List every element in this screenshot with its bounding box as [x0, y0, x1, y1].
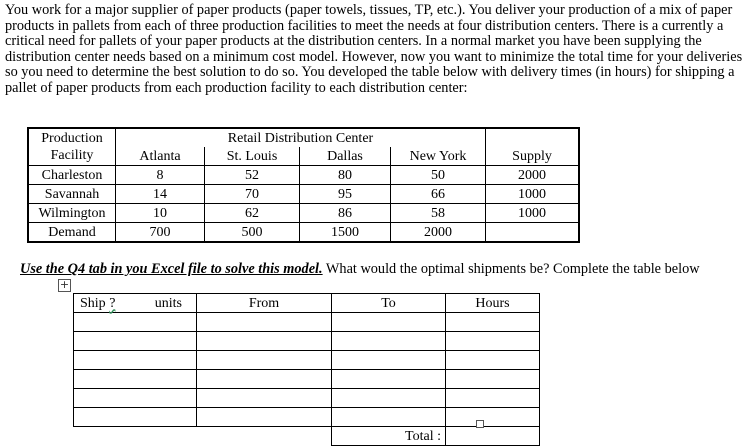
ship-units-cell[interactable] — [74, 389, 197, 408]
demand-cell: 700 — [116, 223, 205, 243]
table-row — [28, 185, 579, 204]
hours-cell[interactable] — [446, 351, 540, 370]
to-cell[interactable] — [332, 351, 446, 370]
demand-cell: 2000 — [391, 223, 486, 243]
hours-cell[interactable] — [446, 408, 540, 427]
time-cell: 50 — [391, 166, 486, 185]
problem-description: You work for a major supplier of paper products (paper towels, tissues, TP, etc.). You deliver your production of a mix of paper products in pallets from each of three production facilities to meet the needs at four distribution centers. There is a currently a critical need for pallets of your paper products at the distribution centers. In a normal market you have been supplying the distribution center needs based on a minimum cost model. However, now you want to minimize the total time for your deliveries so you need to determine the best solution to do so. You developed the table below with delivery times (in hours) for shipping a pallet of paper products from each production facility to each distribution center: — [5, 2, 743, 96]
hours-cell[interactable] — [446, 332, 540, 351]
col-header-atlanta: Atlanta — [116, 147, 205, 166]
table-row — [28, 204, 579, 223]
facility-header-line2: Facility — [50, 148, 94, 163]
demand-row — [28, 223, 579, 243]
empty-cell — [486, 223, 580, 243]
hours-cell[interactable] — [446, 370, 540, 389]
ship-units-cell[interactable] — [74, 351, 197, 370]
time-cell: 80 — [300, 166, 391, 185]
to-cell[interactable] — [332, 389, 446, 408]
supply-cell: 1000 — [486, 204, 580, 223]
shipments-table — [73, 293, 540, 446]
demand-cell: 500 — [205, 223, 300, 243]
to-cell[interactable] — [332, 408, 446, 427]
demand-cell: 1500 — [300, 223, 391, 243]
ship-question-mark: ? — [109, 295, 116, 311]
total-row — [74, 427, 540, 446]
to-cell[interactable] — [332, 332, 446, 351]
table-row[interactable] — [74, 313, 540, 332]
time-cell: 66 — [391, 185, 486, 204]
units-label: units — [154, 295, 182, 311]
ship-units-cell[interactable] — [74, 408, 197, 427]
ship-units-header — [74, 294, 197, 313]
to-cell[interactable] — [332, 313, 446, 332]
ship-label: Ship — [80, 295, 106, 311]
time-cell: 86 — [300, 204, 391, 223]
table-row[interactable] — [74, 370, 540, 389]
facility-name: Charleston — [28, 166, 116, 185]
table-row[interactable] — [74, 351, 540, 370]
from-cell[interactable] — [197, 332, 332, 351]
to-header: To — [332, 294, 446, 313]
ship-units-cell[interactable] — [74, 313, 197, 332]
from-cell[interactable] — [197, 389, 332, 408]
time-cell: 70 — [205, 185, 300, 204]
time-cell: 10 — [116, 204, 205, 223]
facility-name: Savannah — [28, 185, 116, 204]
total-hours-cell[interactable] — [446, 427, 540, 446]
table-header-row — [28, 128, 579, 147]
total-label: Total : — [332, 427, 446, 446]
table-row[interactable] — [74, 408, 540, 427]
supply-cell: 2000 — [486, 166, 580, 185]
time-cell: 95 — [300, 185, 391, 204]
time-cell: 8 — [116, 166, 205, 185]
time-cell: 14 — [116, 185, 205, 204]
to-cell[interactable] — [332, 370, 446, 389]
from-header: From — [197, 294, 332, 313]
table-move-handle-icon[interactable]: + — [59, 278, 70, 291]
from-cell[interactable] — [197, 370, 332, 389]
instruction-text — [20, 261, 700, 278]
facility-name: Wilmington — [28, 204, 116, 223]
demand-label: Demand — [28, 223, 116, 243]
hours-cell[interactable] — [446, 389, 540, 408]
excel-tab-reference: Use the Q4 tab in you Excel file to solve this model. — [20, 261, 323, 277]
empty-cell — [197, 427, 332, 446]
from-cell[interactable] — [197, 351, 332, 370]
hours-header: Hours — [446, 294, 540, 313]
ship-units-cell[interactable] — [74, 332, 197, 351]
time-cell: 58 — [391, 204, 486, 223]
instruction-question: What would the optimal shipments be? Complete the table below — [322, 261, 700, 277]
col-header-supply: Supply — [486, 147, 580, 166]
ship-units-cell[interactable] — [74, 370, 197, 389]
col-header-new-york: New York — [391, 147, 486, 166]
table-row[interactable] — [74, 389, 540, 408]
facility-header-line1: Production — [41, 131, 103, 146]
time-cell: 52 — [205, 166, 300, 185]
from-cell[interactable] — [197, 408, 332, 427]
hours-cell[interactable] — [446, 313, 540, 332]
facility-header — [28, 128, 116, 166]
shipments-header-row — [74, 294, 540, 313]
col-header-st-louis: St. Louis — [205, 147, 300, 166]
table-row[interactable] — [74, 332, 540, 351]
delivery-times-table — [27, 127, 580, 243]
empty-cell — [74, 427, 197, 446]
time-cell: 62 — [205, 204, 300, 223]
group-header: Retail Distribution Center — [116, 128, 486, 147]
table-row — [28, 166, 579, 185]
supply-header-top — [486, 128, 580, 147]
supply-cell: 1000 — [486, 185, 580, 204]
from-cell[interactable] — [197, 313, 332, 332]
col-header-dallas: Dallas — [300, 147, 391, 166]
table-resize-handle-icon[interactable] — [476, 420, 484, 428]
